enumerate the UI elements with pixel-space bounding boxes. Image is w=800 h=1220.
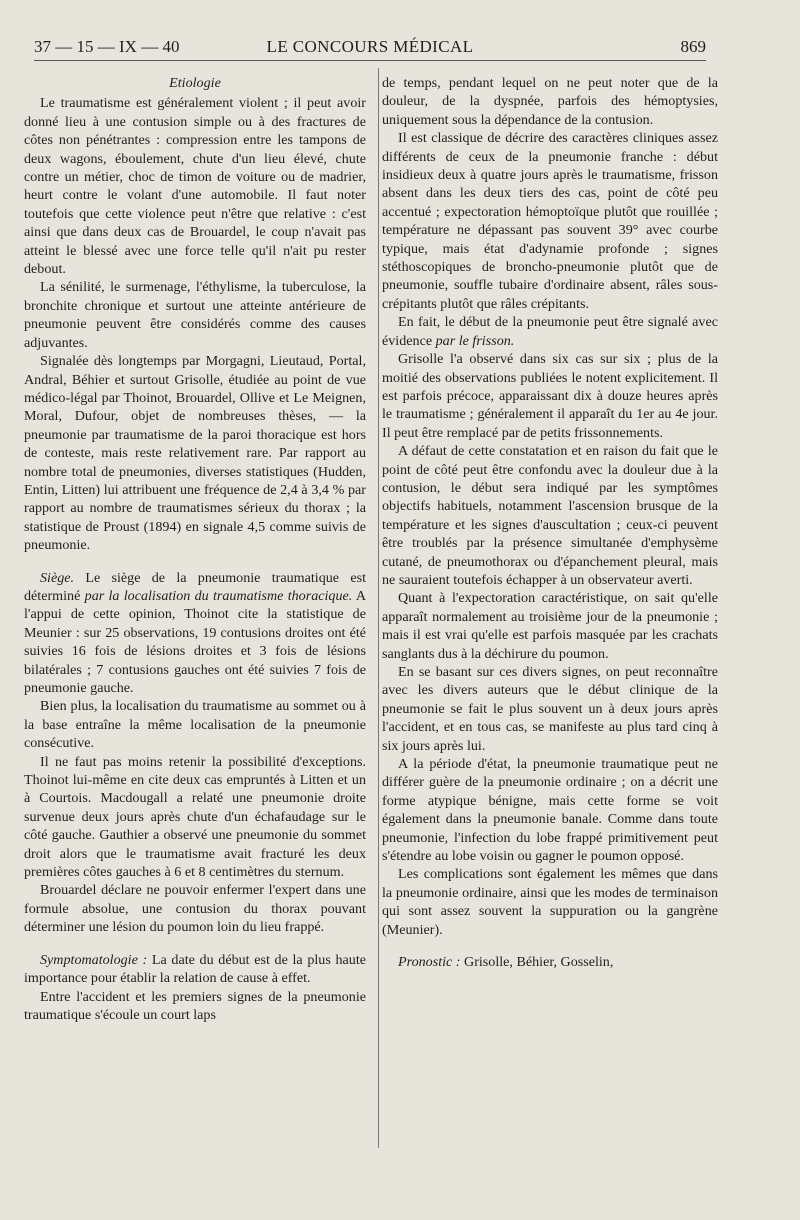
paragraph: Il est classique de décrire des caractères cliniques assez différents de ceux de la pneumonie franche : début insidieux deux à quatre jours après le traumatisme, frisson absent dans les deux tiers des cas, point de côté peu accentué ; expectoration hémoptoïque plutôt que rouillée ; température ne dépassant pas souvent 39° avec courbe typique, mais état d'adynamie profonde ; signes stéthoscopiques de broncho-pneumonie plutôt que de pneumonie, souffle tubaire d'ordinaire absent, râles sous-crépitants plutôt que râles crépitants. bbox=[382, 130, 718, 312]
run-in-heading-symptomatologie: Symptomatologie : bbox=[40, 951, 148, 968]
paragraph: Grisolle l'a observé dans six cas sur six ; plus de la moitié des observations publiées le notent explicitement. Il est parfois précoce, apparaissant dix à douze heures après le traumatisme ; généralement il apparaît du 1er au 4e jour. Il peut être remplacé par de petits frissonnements. bbox=[382, 351, 718, 441]
text-run: Le siège de la pneumonie traumatique est déterminé bbox=[24, 569, 366, 604]
paragraph: Le traumatisme est généralement violent ; il peut avoir donné lieu à une contusion simple ou à des fractures de côtes non pénétrantes : compression entre les tampons de deux wagons, éboulement, chute d'un lieu élevé, chute contre un métier, choc de timon de voiture ou de madrier, heurt contre le volant d'une automobile. Il faut noter toutefois que cette violence peut n'être que relative : c'est ainsi que dans deux cas de Brouardel, le coup n'avait pas atteint le blessé avec une force telle qu'il n'ait pu rester debout. bbox=[24, 95, 366, 278]
journal-title: LE CONCOURS MÉDICAL bbox=[266, 37, 474, 56]
paragraph: Bien plus, la localisation du traumatisme au sommet ou à la base entraîne la même localisation de la pneumonie consécutive. bbox=[24, 698, 366, 752]
paragraph: Signalée dès longtemps par Morgagni, Lieutaud, Portal, Andral, Béhier et surtout Grisolle, étudiée au point de vue médico-légal par Thoinot, Brouardel, Ollive et Le Meignen, Moral, Dufour, objet de nombreuses thèses, — la pneumonie par traumatisme de la paroi thoracique est hors de conteste, mais reste relativement rare. Par rapport au nombre total de pneumonies, diverses statistiques (Hudden, Entin, Litten) lui attribuent une fréquence de 2,4 à 3,4 % par rapport au nombre de traumatismes sérieux du thorax ; la statistique de Proust (1894) en signale 4,5 comme suivis de pneumonie. bbox=[24, 353, 366, 554]
text-run: La date du début est de la plus haute importance pour établir la relation de cause à effet. bbox=[24, 951, 366, 987]
text-run: Grisolle, Béhier, Gosselin, bbox=[460, 954, 614, 971]
paragraph: Il ne faut pas moins retenir la possibilité d'exceptions. Thoinot lui-même en cite deux cas empruntés à Litten et un à Courtois. Macdougall a relaté une pneumonie droite survenue deux jours après chute d'un échafaudage sur le côté gauche. Gauthier a observé une pneumonie du sommet droit alors que le traumatisme avait fracturé les deux premières côtes gauches à 6 et 8 centimètres du sternum. bbox=[24, 753, 366, 881]
paragraph bbox=[382, 313, 718, 350]
paragraph: Les complications sont également les mêmes que dans la pneumonie ordinaire, ainsi que les modes de terminaison qui sont assez souvent la suppuration ou la gangrène (Meunier). bbox=[382, 866, 718, 938]
paragraph: La sénilité, le surmenage, l'éthylisme, la tuberculose, la bronchite chronique et surtout une atteinte antérieure de pneumonie peuvent être considérés comme des causes adjuvantes. bbox=[24, 279, 366, 351]
text-run: En fait, le début de la pneumonie peut être signalé avec évidence bbox=[382, 314, 718, 349]
left-column bbox=[24, 74, 366, 1024]
italic-run: par le frisson. bbox=[435, 332, 515, 349]
column-divider bbox=[378, 68, 379, 1148]
run-in-heading-pronostic: Pronostic : bbox=[398, 954, 461, 971]
paragraph: A la période d'état, la pneumonie traumatique peut ne différer guère de la pneumonie ordinaire ; on a décrit une forme atypique bénigne, mais cette forme se voit également dans la pneumonie banale. Comme dans toute pneumonie, l'infection du lobe frappé primitivement peut s'étendre au lobe voisin ou gagner le poumon opposé. bbox=[382, 756, 718, 865]
page-number: 869 bbox=[680, 37, 706, 56]
right-column bbox=[382, 74, 718, 972]
paragraph: Brouardel déclare ne pouvoir enfermer l'expert dans une formule absolue, une contusion du thorax pouvant déterminer une lésion du poumon loin du lieu frappé. bbox=[24, 882, 366, 936]
paragraph: A défaut de cette constatation et en raison du fait que le point de côté peut être confondu avec la douleur due à la contusion, le début sera indiqué par les symptômes objectifs habituels, notamment l'ascension brusque de la température et les signes d'auscultation ; ceux-ci peuvent être troublés par la présence simultanée d'emphysème cutané, de pneumothorax ou d'épanchement pleural, mais ne sauraient toutefois échapper à un observateur averti. bbox=[382, 443, 718, 588]
running-header bbox=[34, 35, 706, 59]
section-heading-etiologie: Etiologie bbox=[169, 75, 221, 91]
paragraph: Quant à l'expectoration caractéristique, on sait qu'elle apparaît normalement au troisième jour de la pneumonie ; mais il est vrai qu'elle est parfois masquée par les crachats sanglants dus à la déchirure du poumon. bbox=[382, 590, 718, 662]
paragraph-siege bbox=[24, 569, 366, 698]
paragraph-pronostic bbox=[382, 953, 718, 971]
text-run: A l'appui de cette opinion, Thoinot cite la statistique de Meunier : sur 25 observations, 19 contusions droites ont été suivies 16 fois de lésions droites et 3 fois de lésions bilatérales ; 7 contusions gauches ont été suivies 7 fois de pneumonie gauche. bbox=[24, 587, 366, 696]
italic-run: par la localisation du traumatisme thoracique. bbox=[84, 587, 353, 604]
issue-date: 37 — 15 — IX — 40 bbox=[34, 37, 180, 56]
header-rule bbox=[34, 60, 706, 61]
paragraph-symptomatologie bbox=[24, 951, 366, 988]
run-in-heading-siege: Siège. bbox=[40, 569, 75, 586]
paragraph: Entre l'accident et les premiers signes de la pneumonie traumatique s'écoule un court laps bbox=[24, 988, 366, 1023]
paragraph: En se basant sur ces divers signes, on peut reconnaître avec les divers auteurs que le début clinique de la pneumonie se fait le plus souvent un à deux jours après l'accident, et en tous cas, se manifeste au plus tard cinq à six jours après lui. bbox=[382, 664, 718, 754]
paragraph: de temps, pendant lequel on ne peut noter que de la douleur, de la dyspnée, parfois des hémoptysies, uniquement sous la dépendance de la contusion. bbox=[382, 75, 718, 128]
